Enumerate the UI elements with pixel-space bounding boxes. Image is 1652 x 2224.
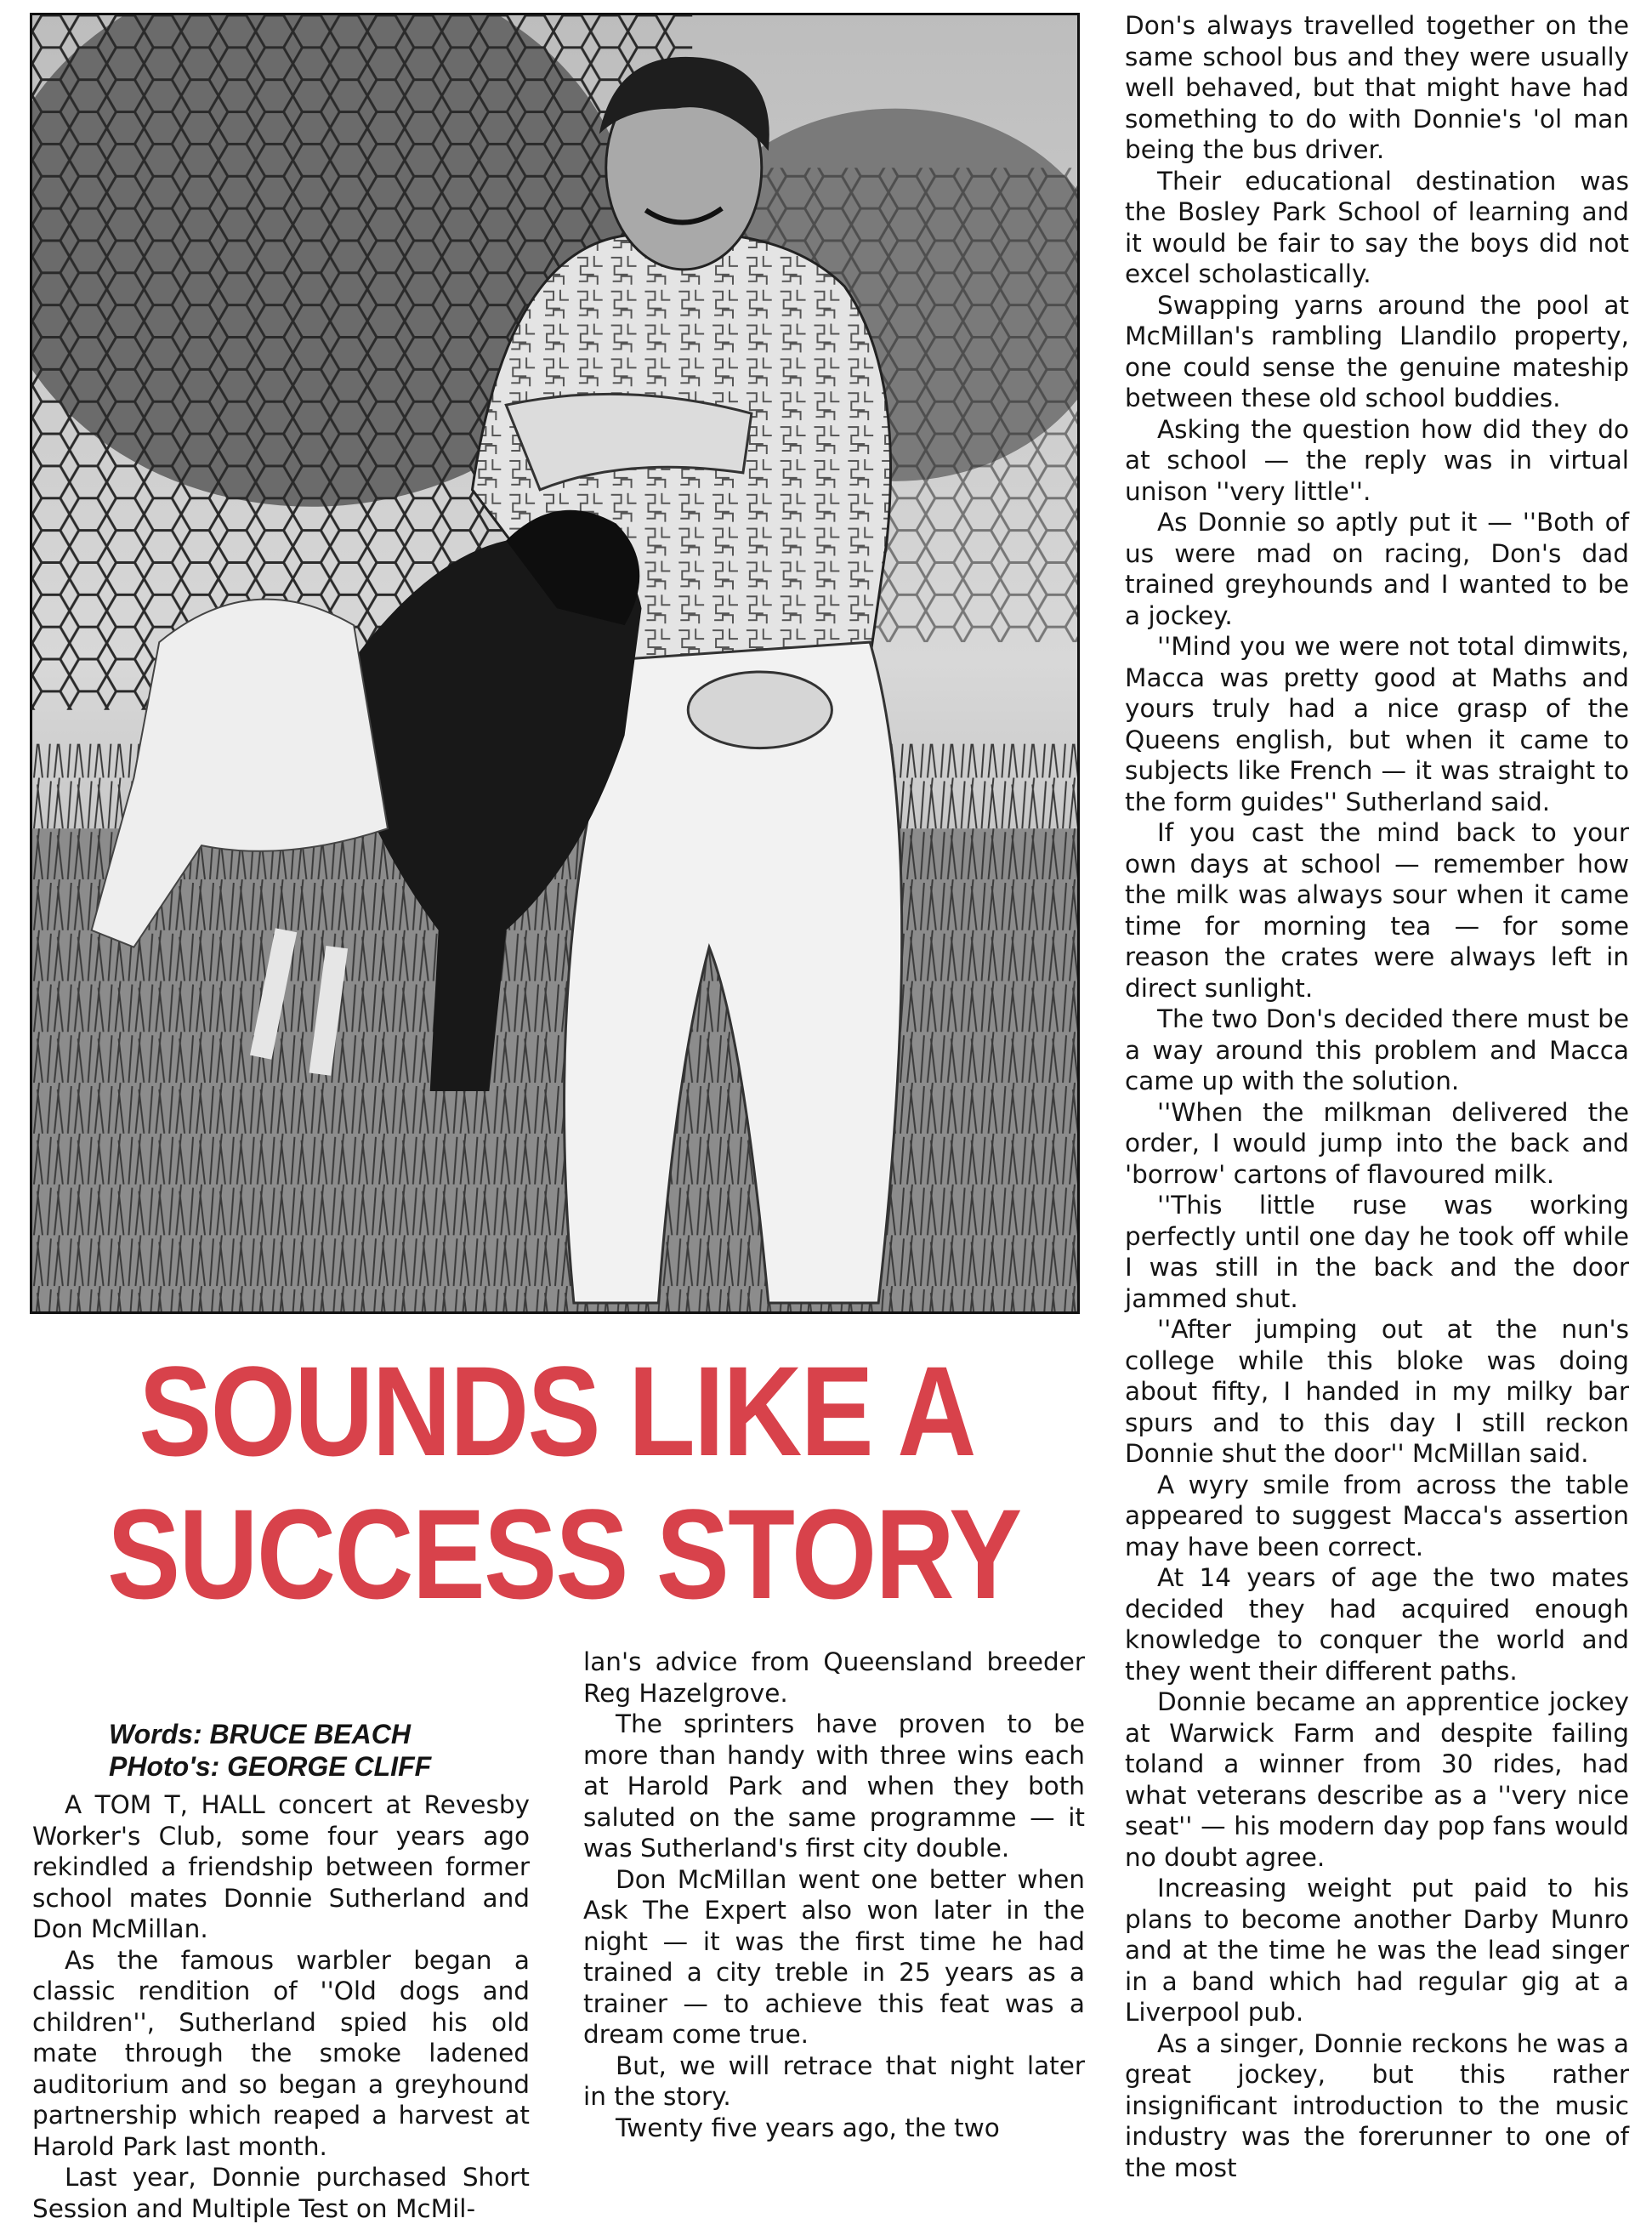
paragraph: Don's always travelled together on the same school bus and they were usually well behaved, but that might have had something to do with Donnie's 'ol man being the bus driver.: [1125, 11, 1629, 164]
paragraph: The two Don's decided there must be a way around this problem and Macca came up with the solution.: [1125, 1004, 1629, 1095]
paragraph: Increasing weight put paid to his plans to become another Darby Munro and at the time he was the lead singer in a band which had regular gig at a Liverpool pub.: [1125, 1874, 1629, 2027]
paragraph: A wyry smile from across the table appeared to suggest Macca's assertion may have been correct.: [1125, 1470, 1629, 1561]
paragraph: Their educational destination was the Bosley Park School of learning and it would be fair to say the boys did not excel scholastically.: [1125, 166, 1629, 288]
paragraph: Donnie became an apprentice jockey at Warwick Farm and despite failing toland a winner from 30 rides, had what veterans describe as a ''very nice seat'' — his modern day pop fans would no doubt agree.: [1125, 1687, 1629, 1872]
article-photo: [30, 13, 1080, 1314]
credit-words: Words: BRUCE BEACH: [109, 1719, 411, 1749]
credits: [109, 1718, 530, 1783]
credit-photos: PHoto's: GEORGE CLIFF: [109, 1751, 432, 1782]
paragraph: As the famous warbler began a classic rendition of ''Old dogs and children'', Sutherland spied his old mate through the smoke ladened auditorium and so began a greyhound partnership which reaped a harvest at Harold Park last month.: [32, 1945, 530, 2161]
headline-line-2: SUCCESS STORY: [107, 1482, 1021, 1625]
middle-column: [583, 1647, 1085, 2143]
paragraph: Asking the question how did they do at school — the reply was in virtual unison ''very little''.: [1125, 414, 1629, 506]
greyhound-photo-illustration: [32, 15, 1077, 1311]
paragraph: As a singer, Donnie reckons he was a great jockey, but this rather insignificant introduction to the music industry was the forerunner to one of the most: [1125, 2028, 1629, 2182]
paragraph: As Donnie so aptly put it — ''Both of us were mad on racing, Don's dad trained greyhounds and I wanted to be a jockey.: [1125, 508, 1629, 630]
paragraph: A TOM T, HALL concert at Revesby Worker's Club, some four years ago rekindled a friendship between former school mates Donnie Sutherland and Don McMillan.: [32, 1790, 530, 1943]
paragraph: Twenty five years ago, the two: [616, 2113, 1000, 2142]
left-column: [32, 1718, 530, 2224]
paragraph: Swapping yarns around the pool at McMillan's rambling Llandilo property, one could sense the genuine mateship between these old school buddies.: [1125, 290, 1629, 412]
paragraph: ''Mind you we were not total dimwits, Macca was pretty good at Maths and yours truly had a nice grasp of the Queens english, but when it came to subjects like French — it was straight to the form guides'' Sutherland said.: [1125, 632, 1629, 816]
paragraph: Last year, Donnie purchased Short Session and Multiple Test on McMil-: [32, 2163, 530, 2223]
paragraph: lan's advice from Queensland breeder Reg Hazelgrove.: [583, 1647, 1085, 1708]
paragraph: ''This little ruse was working perfectly until one day he took off while I was still in the back and the door jammed shut.: [1125, 1191, 1629, 1313]
paragraph: ''After jumping out at the nun's college while this bloke was doing about fifty, I handed in my milky bar spurs and to this day I still reckon Donnie shut the door'' McMillan said.: [1125, 1315, 1629, 1468]
paragraph: At 14 years of age the two mates decided they had acquired enough knowledge to conquer the world and they went their different paths.: [1125, 1563, 1629, 1686]
paragraph: ''When the milkman delivered the order, I would jump into the back and 'borrow' cartons of flavoured milk.: [1125, 1097, 1629, 1189]
right-column: [1125, 10, 1629, 2183]
paragraph: If you cast the mind back to your own days at school — remember how the milk was always sour when it came time for morning tea — for some reason the crates were always left in direct sunlight.: [1125, 818, 1629, 1003]
headline: [107, 1340, 1021, 1625]
paragraph: Don McMillan went one better when Ask The Expert also won later in the night — it was the first time he had trained a city treble in 25 years as a trainer — to achieve this feat was a dream come true.: [583, 1864, 1085, 2049]
paragraph: The sprinters have proven to be more than handy with three wins each at Harold Park and when they both saluted on the same programme — it was Sutherland's first city double.: [583, 1709, 1085, 1863]
headline-line-1: SOUNDS LIKE A: [139, 1340, 975, 1482]
paragraph: But, we will retrace that night later in the story.: [583, 2051, 1085, 2111]
